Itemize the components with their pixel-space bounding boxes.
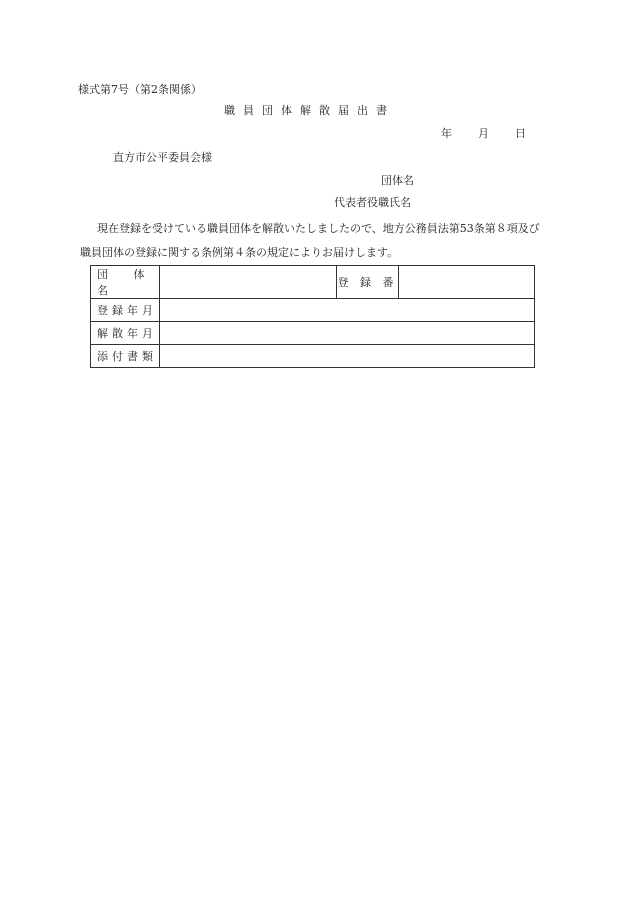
registration-table xyxy=(90,265,535,368)
dissolution-date-value-cell xyxy=(160,322,535,345)
date-day-label: 日 xyxy=(515,127,526,140)
representative-label: 代表者役職氏名 xyxy=(334,196,411,209)
table-row-dissolution-date xyxy=(91,322,535,345)
registration-date-value-cell xyxy=(160,299,535,322)
registration-date-label-cell: 登録年月 xyxy=(91,299,160,322)
attachments-value-cell xyxy=(160,345,535,368)
body-text: 現在登録を受けている職員団体を解散いたしましたので、地方公務員法第53条第８項及び職員団体の登録に関する条例第４条の規定によりお届けします。 xyxy=(80,222,540,259)
date-year-label: 年 xyxy=(441,127,452,140)
organization-name-label: 団体名 xyxy=(381,174,414,187)
registration-number-value-cell xyxy=(399,266,535,299)
registration-number-label-cell: 登 録 番 xyxy=(337,266,399,299)
dissolution-date-label-cell: 解散年月 xyxy=(91,322,160,345)
document-title: 職員団体解散届出書 xyxy=(224,104,395,117)
table-row-registration-date xyxy=(91,299,535,322)
org-name-value-cell xyxy=(160,266,337,299)
table-row-attachments xyxy=(91,345,535,368)
org-name-label-cell: 団 体 名 xyxy=(91,266,160,299)
attachments-label-cell: 添付書類 xyxy=(91,345,160,368)
addressee: 直方市公平委員会様 xyxy=(113,151,212,164)
form-number: 様式第7号（第2条関係） xyxy=(78,83,202,96)
table-row-organization xyxy=(91,266,535,299)
date-line xyxy=(441,127,526,141)
date-month-label: 月 xyxy=(478,127,489,140)
